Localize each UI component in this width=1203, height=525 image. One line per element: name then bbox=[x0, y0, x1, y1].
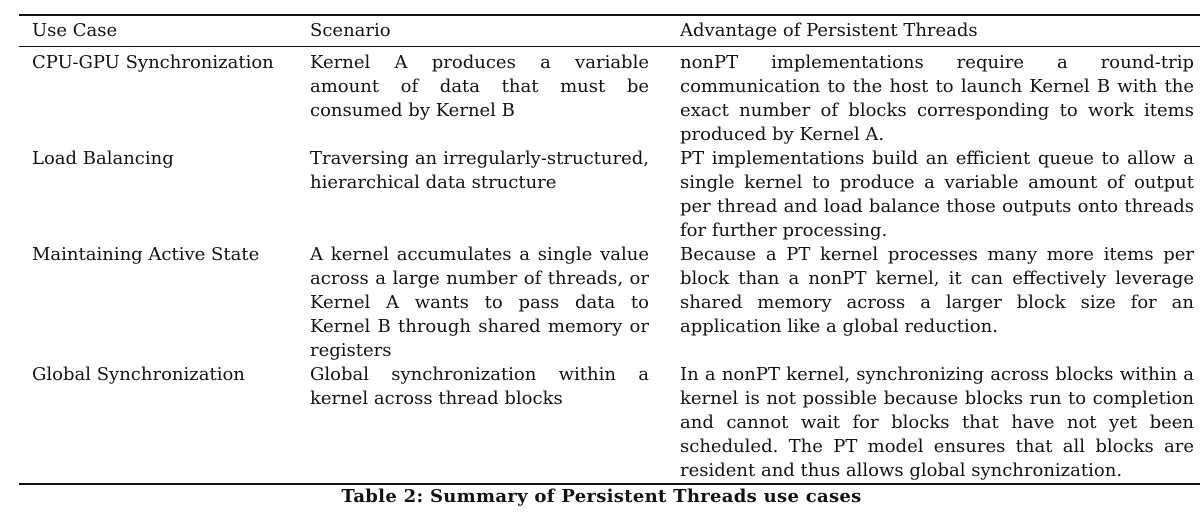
table-row bbox=[19, 47, 1200, 147]
use-cases-table bbox=[19, 14, 1200, 485]
row-use-case: Load Balancing bbox=[32, 148, 174, 169]
row-use-case: CPU-GPU Synchronization bbox=[32, 52, 274, 73]
header-use-case: Use Case bbox=[32, 20, 118, 41]
table-caption: Table 2: Summary of Persistent Threads use cases bbox=[341, 486, 862, 507]
table-row bbox=[19, 243, 1200, 363]
row-use-case: Global Synchronization bbox=[32, 364, 245, 385]
header-advantage: Advantage of Persistent Threads bbox=[680, 20, 978, 41]
row-scenario: Kernel A produces a variable amount of data that must be consumed by Kernel B bbox=[310, 52, 649, 121]
row-scenario: Traversing an irregularly-structured, hierarchical data structure bbox=[310, 148, 649, 193]
row-advantage: Because a PT kernel processes many more items per block than a nonPT kernel, it can effectively leverage shared memory across a larger block size for an application like a global reduction. bbox=[680, 244, 1194, 337]
row-scenario: A kernel accumulates a single value across a large number of threads, or Kernel A wants to pass data to Kernel B through shared memory or registers bbox=[310, 244, 649, 361]
table-bottom-rule bbox=[19, 483, 1200, 485]
row-advantage: PT implementations build an efficient queue to allow a single kernel to produce a variable amount of output per thread and load balance those outputs onto threads for further processing. bbox=[680, 148, 1194, 241]
table-row bbox=[19, 147, 1200, 243]
row-scenario: Global synchronization within a kernel across thread blocks bbox=[310, 364, 649, 409]
table-header-row bbox=[19, 16, 1200, 46]
row-advantage: In a nonPT kernel, synchronizing across blocks within a kernel is not possible because blocks run to completion and cannot wait for blocks that have not yet been scheduled. The PT model ensures that all blocks are resident and thus allows global synchronization. bbox=[680, 364, 1194, 481]
row-advantage: nonPT implementations require a round-trip communication to the host to launch Kernel B with the exact number of blocks corresponding to work items produced by Kernel A. bbox=[680, 52, 1194, 145]
header-scenario: Scenario bbox=[310, 20, 391, 41]
row-use-case: Maintaining Active State bbox=[32, 244, 260, 265]
table-row bbox=[19, 363, 1200, 483]
